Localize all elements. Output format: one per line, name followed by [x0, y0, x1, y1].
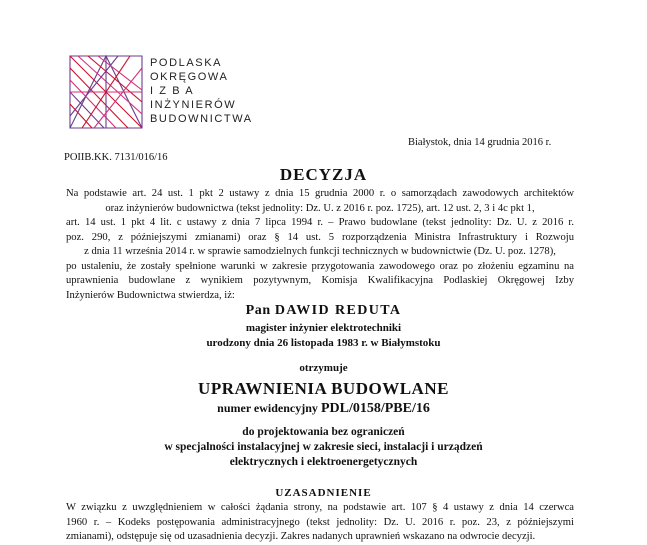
organization-name — [150, 56, 253, 126]
person — [0, 303, 647, 319]
legal-line: poz. 290, z późniejszymi zmianami) oraz § 14 ust. 5 rozporządzenia Ministra Infrastruktury i Rozwoju — [66, 231, 574, 243]
justification-line: 1960 r. – Kodeks postępowania administracyjnego (tekst jednolity: Dz. U. 2016 r. poz. 23, z późniejszymi — [66, 516, 574, 528]
degree: magister inżynier elektrotechniki — [245, 322, 402, 334]
scope-line: do projektowania bez ograniczeń — [242, 426, 405, 438]
legal-line: z dnia 11 września 2014 r. w sprawie samodzielnych funkcji technicznych w budownictwie (Dz. U. poz. 1278), — [84, 246, 556, 257]
legal-basis — [66, 187, 574, 303]
legal-line: art. 14 ust. 1 pkt 4 lit. c ustawy z dnia 7 lipca 1994 r. – Prawo budowlane (tekst jednolity: Dz. U. z 2016 r. — [66, 217, 574, 228]
city-date: Białystok, dnia 14 grudnia 2016 r. — [408, 137, 552, 148]
legal-line: po ustaleniu, że zostały spełnione warunki w zakresie przygotowania zawodowego oraz po złożeniu egzaminu na — [66, 260, 574, 272]
org-line: PODLASKA — [150, 57, 223, 69]
org-line: OKRĘGOWA — [150, 71, 229, 83]
document-title: DECYZJA — [279, 165, 368, 184]
legal-line: Inżynierów Budownictwa stwierdza, iż: — [66, 289, 235, 301]
chamber-logo-icon — [68, 54, 144, 130]
justification-title: UZASADNIENIE — [275, 487, 372, 499]
person-prefix: Pan — [245, 303, 271, 318]
justification-line: W związku z uwzględnieniem w całości żądania strony, na podstawie art. 107 § 4 ustawy z dnia 14 czerwca — [66, 502, 574, 513]
registration-number: PDL/0158/PBE/16 — [320, 401, 430, 416]
permission-scope — [0, 425, 647, 470]
legal-line: uprawnienia budowlane z wynikiem pozytywnym, Komisja Kwalifikacyjna Podlaskiej Okręgowej Izby — [66, 275, 574, 286]
org-line: INŻYNIERÓW — [150, 99, 237, 111]
org-line: I Z B A — [150, 85, 195, 97]
receives-label: otrzymuje — [299, 362, 348, 374]
legal-line: Na podstawie art. 24 ust. 1 pkt 2 ustawy z dnia 15 grudnia 2000 r. o samorządach zawodowych architektów — [66, 188, 574, 199]
justification-line: zmianami), odstępuje się od uzasadnienia decyzji. Zakres nadanych uprawnień wskazano na odwrocie decyzji. — [66, 531, 536, 542]
reference-number: POIIB.KK. 7131/016/16 — [64, 152, 168, 163]
legal-line: oraz inżynierów budownictwa (tekst jednolity: Dz. U. z 2016 r. poz. 1725), art. 12 ust. 2, 3 i 4c pkt 1, — [105, 202, 535, 214]
birth-info: urodzony dnia 26 listopada 1983 r. w Białymstoku — [206, 337, 441, 349]
registration — [0, 401, 647, 417]
scope-line: w specjalności instalacyjnej w zakresie sieci, instalacji i urządzeń — [164, 441, 483, 453]
registration-label: numer ewidencyjny — [217, 401, 318, 415]
permission-title: UPRAWNIENIA BUDOWLANE — [198, 379, 449, 398]
person-name: DAWID REDUTA — [274, 303, 402, 318]
justification — [66, 501, 574, 545]
org-line: BUDOWNICTWA — [150, 113, 253, 125]
scope-line: elektrycznych i elektroenergetycznych — [229, 456, 418, 468]
